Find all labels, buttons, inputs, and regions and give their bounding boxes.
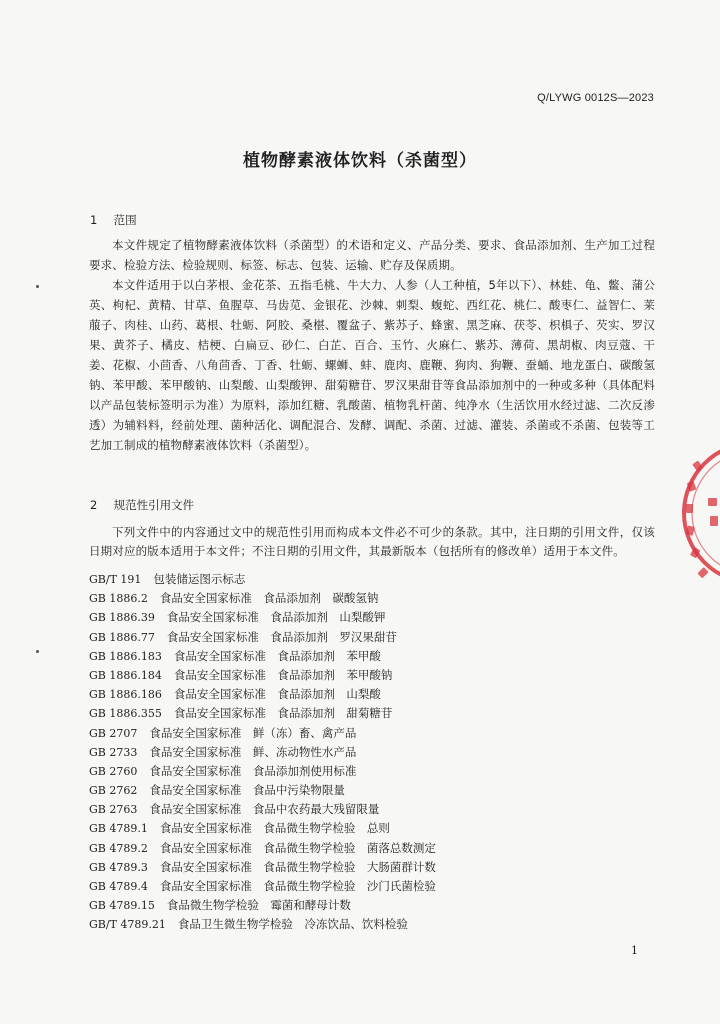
reference-item: GB 1886.355 食品安全国家标准 食品添加剂 甜菊糖苷 xyxy=(89,706,393,721)
scan-mark xyxy=(36,650,39,653)
reference-item: GB 2762 食品安全国家标准 食品中污染物限量 xyxy=(89,783,345,798)
section-1-number: 1 xyxy=(90,213,98,227)
reference-item: GB 1886.39 食品安全国家标准 食品添加剂 山梨酸钾 xyxy=(89,610,386,625)
reference-item: GB 2763 食品安全国家标准 食品中农药最大残留限量 xyxy=(89,802,380,817)
scope-paragraph-2: 本文件适用于以白茅根、金花茶、五指毛桃、牛大力、人参（人工种植，5年以下）、林蛙、龟、鳖、蒲公英、枸杞、黄精、甘草、鱼腥草、马齿苋、金银花、沙棘、刺梨、蝮蛇、西红花、桃仁、酸枣仁、益智仁、莱菔子、肉桂、山药、葛根、牡蛎、阿胶、桑椹、覆盆子、紫苏子、蜂蜜、黑芝麻、茯苓、枳椇子、芡实、罗汉果、黄芥子、橘皮、桔梗、白扁豆、砂仁、白芷、百合、玉竹、火麻仁、紫苏、薄荷、黑胡椒、肉豆蔻、干姜、花椒、小茴香、八角茴香、丁香、牡蛎、螺蛳、蚌、鹿肉、鹿鞭、狗肉、狗鞭、蚕蛹、地龙蛋白、碳酸氢钠、苯甲酸、苯甲酸钠、山梨酸、山梨酸钾、甜菊糖苷、罗汉果甜苷等食品添加剂中的一种或多种（具体配料以产品包装标签明示为准）为原料，添加红糖、乳酸菌、植物乳杆菌、纯净水（生活饮用水经过滤、二次反渗透）为辅料料，经前处理、菌种活化、调配混合、发酵、调配、杀菌、过滤、灌装、杀菌或不杀菌、包装等工艺加工制成的植物酵素液体饮料（杀菌型）。 xyxy=(89,278,655,452)
reference-item: GB 1886.184 食品安全国家标准 食品添加剂 苯甲酸钠 xyxy=(89,667,393,682)
reference-item: GB 4789.4 食品安全国家标准 食品微生物学检验 沙门氏菌检验 xyxy=(89,879,436,893)
reference-item: GB 1886.186 食品安全国家标准 食品添加剂 山梨酸 xyxy=(89,687,381,702)
reference-item: GB/T 4789.21 食品卫生微生物学检验 冷冻饮品、饮料检验 xyxy=(89,917,408,932)
scope-paragraph-1: 本文件规定了植物酵素液体饮料（杀菌型）的术语和定义、产品分类、要求、食品添加剂、生产加工过程要求、检验方法、检验规则、标签、标志、包装、运输、贮存及保质期。 xyxy=(89,238,655,272)
reference-item: GB 2707 食品安全国家标准 鲜（冻）畜、禽产品 xyxy=(89,725,357,740)
reference-item: GB 4789.2 食品安全国家标准 食品微生物学检验 菌落总数测定 xyxy=(89,840,436,855)
reference-list xyxy=(89,570,436,935)
seal-stamp-icon xyxy=(678,418,720,608)
reference-item: GB 1886.2 食品安全国家标准 食品添加剂 碳酸氢钠 xyxy=(89,591,379,606)
section-2-title: 规范性引用文件 xyxy=(113,498,195,512)
reference-item: GB 4789.3 食品安全国家标准 食品微生物学检验 大肠菌群计数 xyxy=(89,859,436,874)
document-code: Q/LYWG 0012S—2023 xyxy=(537,92,654,104)
reference-item: GB 4789.1 食品安全国家标准 食品微生物学检验 总则 xyxy=(89,821,390,836)
reference-item: GB 2733 食品安全国家标准 鲜、冻动物性水产品 xyxy=(89,744,357,759)
section-1-heading xyxy=(90,212,137,228)
document-title: 植物酵素液体饮料（杀菌型） xyxy=(243,151,477,171)
reference-item: GB 2760 食品安全国家标准 食品添加剂使用标准 xyxy=(89,763,357,778)
reference-item: GB/T 191 包装储运图示标志 xyxy=(89,572,246,586)
scan-mark xyxy=(36,285,39,288)
section-1-title: 范围 xyxy=(113,213,137,227)
page-number: 1 xyxy=(631,944,638,957)
reference-item: GB 4789.15 食品微生物学检验 霉菌和酵母计数 xyxy=(89,898,351,913)
references-intro: 下列文件中的内容通过文中的规范性引用而构成本文件必不可少的条款。其中，注日期的引用文件，仅该日期对应的版本适用于本文件；不注日期的引用文件，其最新版本（包括所有的修改单）适用于本文件。 xyxy=(89,525,655,558)
reference-item: GB 1886.183 食品安全国家标准 食品添加剂 苯甲酸 xyxy=(89,648,381,663)
section-2-number: 2 xyxy=(90,498,98,512)
section-2-heading xyxy=(90,497,194,513)
reference-item: GB 1886.77 食品安全国家标准 食品添加剂 罗汉果甜苷 xyxy=(89,629,397,644)
